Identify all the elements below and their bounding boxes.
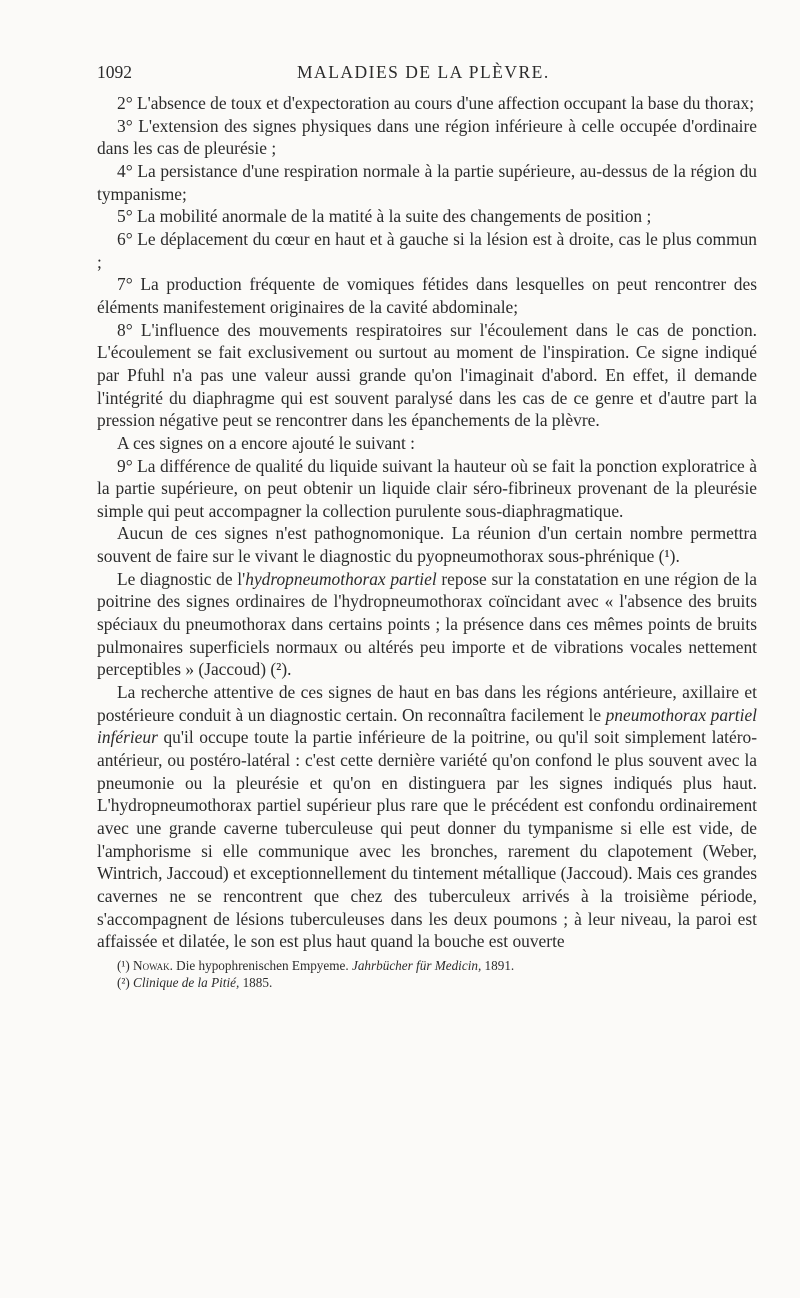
footnotes bbox=[97, 957, 757, 991]
footnote-author: Nowak. bbox=[133, 957, 173, 973]
page-header bbox=[97, 62, 757, 92]
paragraph: 4° La persistance d'une respiration normale à la partie supérieure, au-dessus de la région du tympanisme; bbox=[97, 160, 757, 204]
footnote-marker: (¹) bbox=[117, 957, 130, 973]
paragraph: 3° L'extension des signes physiques dans une région inférieure à celle occupée d'ordinaire dans les cas de pleurésie ; bbox=[97, 115, 757, 159]
paragraph: A ces signes on a encore ajouté le suivant : bbox=[117, 432, 415, 453]
footnote-source: Clinique de la Pitié, bbox=[133, 974, 240, 990]
paragraph: 7° La production fréquente de vomiques fétides dans lesquelles on peut rencontrer des éléments manifestement originaires de la cavité abdominale; bbox=[97, 274, 757, 317]
paragraph: 9° La différence de qualité du liquide suivant la hauteur où se fait la ponction exploratrice à la partie supérieure, on peut obtenir un liquide clair séro-fibrineux provenant de la pleurésie simple qui peut accompagner la collection purulente sous-diaphragmatique. bbox=[97, 455, 757, 521]
page bbox=[97, 62, 757, 991]
footnote-title: Die hypophrenischen Empyeme. bbox=[176, 957, 349, 973]
running-title: MALADIES DE LA PLÈVRE. bbox=[297, 62, 550, 82]
body-text bbox=[97, 92, 757, 953]
footnote-source: Jahrbücher für Medicin, bbox=[351, 957, 482, 973]
paragraph: 8° L'influence des mouvements respiratoires sur l'écoulement dans le cas de ponction. L'écoulement se fait exclusivement ou surtout au moment de l'inspiration. Ce signe indiqué par Pfuhl n'a pas une valeur aussi grande qu'on l'imaginait d'abord. En effet, il demande l'intégrité du diaphragme qui est souvent paralysé dans les cas de ce genre et d'autre part la pression négative peut se rencontrer dans les épanchements de la plèvre. bbox=[97, 319, 757, 431]
paragraph: 6° Le déplacement du cœur en haut et à gauche si la lésion est à droite, cas le plus commun ; bbox=[97, 228, 757, 272]
footnote-marker: (²) bbox=[117, 974, 130, 990]
footnote-year: 1885. bbox=[242, 974, 273, 990]
paragraph: Le diagnostic de l'hydropneumothorax partiel repose sur la constatation en une région de la poitrine des signes ordinaires de l'hydropneumothorax coïncidant avec « l'absence des bruits spéciaux du pneumothorax dans certains points ; la présence dans ces mêmes points de bruits pulmonaires superficiels normaux ou altérés peu importe et de vibrations vocales nettement perceptibles » (Jaccoud) (²). bbox=[97, 568, 757, 680]
footnote bbox=[117, 974, 757, 991]
paragraph: 2° L'absence de toux et d'expectoration au cours d'une affection occupant la base du thorax; bbox=[117, 93, 755, 113]
footnote-year: 1891. bbox=[484, 957, 515, 973]
paragraph: Aucun de ces signes n'est pathognomonique. La réunion d'un certain nombre permettra souvent de faire sur le vivant le diagnostic du pyopneumothorax sous-phrénique (¹). bbox=[97, 523, 757, 567]
paragraph: 5° La mobilité anormale de la matité à la suite des changements de position ; bbox=[117, 206, 652, 227]
page-number: 1092 bbox=[97, 62, 132, 82]
footnote bbox=[117, 957, 757, 974]
paragraph: La recherche attentive de ces signes de haut en bas dans les régions antérieure, axillaire et postérieure conduit à un diagnostic certain. On reconnaîtra facilement le pneumothorax partiel inférieur qu'il occupe toute la partie inférieure de la poitrine, ou qu'il soit simplement latéro-antérieur, ou postéro-latéral : c'est cette dernière variété qu'on confond le plus souvent avec la pneumonie ou la pleurésie et qu'on en distinguera par les signes indiqués plus haut. L'hydropneumothorax partiel supérieur plus rare que le précédent est confondu ordinairement avec une grande caverne tuberculeuse qui peut donner du tympanisme si elle est vide, de l'amphorisme si elle communique avec les bronches, rarement du clapotement (Weber, Wintrich, Jaccoud) et exceptionnellement du tintement métallique (Jaccoud). Mais ces grandes cavernes ne se rencontrent que chez des tuberculeux arrivés à la troisième période, s'accompagnent de lésions tuberculeuses dans les deux poumons ; à leur niveau, la paroi est affaissée et dilatée, le son est plus haut quand la bouche est ouverte bbox=[97, 682, 757, 952]
